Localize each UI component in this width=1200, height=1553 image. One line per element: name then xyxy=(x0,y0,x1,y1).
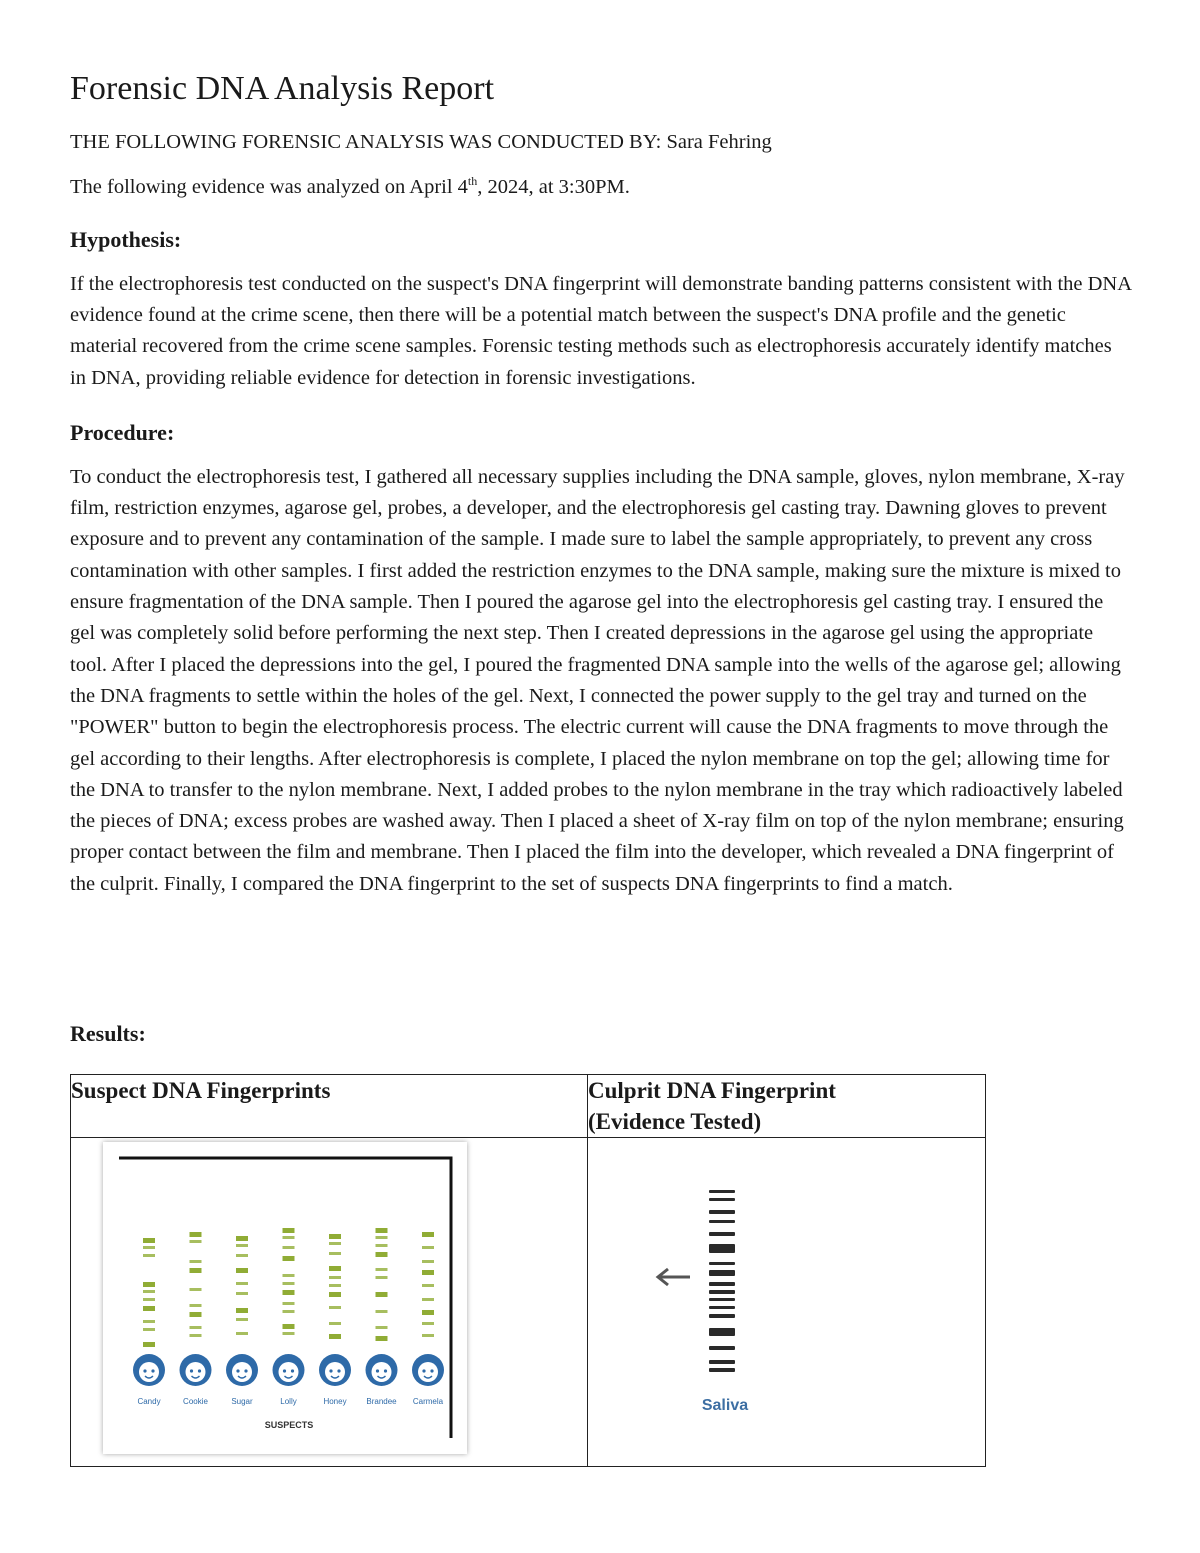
suspect-band xyxy=(283,1246,295,1249)
culprit-band xyxy=(709,1346,735,1350)
suspect-face-icon xyxy=(226,1354,258,1386)
suspect-band xyxy=(422,1246,434,1249)
suspect-band xyxy=(283,1274,295,1277)
suspect-band xyxy=(422,1334,434,1337)
suspect-band xyxy=(329,1276,341,1279)
suspect-name: Candy xyxy=(137,1397,161,1406)
suspect-band xyxy=(143,1238,155,1243)
culprit-header xyxy=(588,1075,986,1138)
culprit-band xyxy=(709,1368,735,1372)
suspect-band xyxy=(236,1292,248,1295)
suspect-band xyxy=(376,1326,388,1329)
culprit-header-line2: (Evidence Tested) xyxy=(588,1109,762,1134)
suspect-band xyxy=(143,1254,155,1257)
suspect-band xyxy=(422,1232,434,1237)
suspect-band xyxy=(236,1244,248,1247)
suspect-header-label: Suspect DNA Fingerprints xyxy=(71,1078,331,1103)
suspect-band xyxy=(422,1310,434,1315)
suspect-band xyxy=(190,1240,202,1243)
culprit-fingerprint-image xyxy=(588,1138,972,1466)
suspect-band xyxy=(236,1308,248,1313)
suspect-band xyxy=(283,1282,295,1285)
date-suffix: , 2024, at 3:30PM. xyxy=(477,176,630,199)
suspect-band xyxy=(143,1328,155,1331)
suspect-band xyxy=(329,1284,341,1287)
evidence-label: Saliva xyxy=(701,1397,749,1414)
analyst-line xyxy=(70,129,1132,156)
suspect-band xyxy=(236,1268,248,1273)
suspect-band xyxy=(236,1236,248,1241)
suspect-band xyxy=(143,1290,155,1293)
suspect-face-icon xyxy=(273,1354,305,1386)
report-page xyxy=(70,70,1132,1046)
hypothesis-heading: Hypothesis: xyxy=(70,226,182,252)
culprit-band xyxy=(709,1198,735,1201)
conducted-by-label: THE FOLLOWING FORENSIC ANALYSIS WAS CONDUCTED BY: xyxy=(70,131,662,154)
date-sup: th xyxy=(467,174,478,189)
suspect-band xyxy=(329,1292,341,1297)
culprit-band xyxy=(709,1314,735,1318)
culprit-band xyxy=(709,1262,735,1265)
arrow-left-icon xyxy=(658,1269,690,1285)
results-heading: Results: xyxy=(70,1021,146,1046)
procedure-heading: Procedure: xyxy=(70,419,175,445)
suspect-fingerprint-panel xyxy=(103,1142,467,1454)
suspect-band xyxy=(190,1326,202,1329)
suspect-band xyxy=(190,1260,202,1263)
culprit-band xyxy=(709,1270,735,1276)
culprit-band xyxy=(709,1190,735,1193)
culprit-band xyxy=(709,1290,735,1294)
suspect-fingerprint-image xyxy=(103,1142,467,1454)
report-title: Forensic DNA Analysis Report xyxy=(70,70,495,107)
suspect-band xyxy=(422,1260,434,1263)
suspect-band xyxy=(190,1232,202,1237)
suspect-band xyxy=(329,1252,341,1255)
suspect-band xyxy=(376,1244,388,1247)
suspect-band xyxy=(376,1236,388,1239)
suspect-name: Sugar xyxy=(231,1397,253,1406)
suspect-face-icon xyxy=(412,1354,444,1386)
culprit-header-line1: Culprit DNA Fingerprint xyxy=(588,1078,836,1103)
suspect-band xyxy=(376,1268,388,1271)
suspect-band xyxy=(143,1282,155,1287)
gel-frame xyxy=(119,1158,451,1438)
procedure-text: To conduct the electrophoresis test, I gathered all necessary supplies including the DNA sample, gloves, nylon membrane, X-ray film, restriction enzymes, agarose gel, probes, a developer, and the electrophoresis gel casting tray. Dawning gloves to prevent exposure and to prevent any contamination of the sample. I made sure to label the sample appropriately, to prevent any cross contamination with other samples. I first added the restriction enzymes to the DNA sample, making sure the mixture is mixed to ensure fragmentation of the DNA sample. Then I poured the agarose gel into the electrophoresis gel casting tray. I ensured the gel was completely solid before performing the next step. Then I created depressions in the agarose gel using the appropriate tool. After I placed the depressions into the gel, I poured the fragmented DNA sample into the wells of the agarose gel; allowing the DNA fragments to settle within the holes of the gel. Next, I connected the power supply to the gel tray and turned on the "POWER" button to begin the electrophoresis process. The electric current will cause the DNA fragments to move through the gel according to their lengths. After electrophoresis is complete, I placed the nylon membrane on top the gel; allowing time for the DNA to transfer to the nylon membrane. Next, I added probes to the nylon membrane in the tray which radioactively labeled the pieces of DNA; excess probes are washed away. Then I placed a sheet of X-ray film on top of the nylon membrane; ensuring proper contact between the film and membrane. Then I placed the film into the developer, which revealed a DNA fingerprint of the culprit. Finally, I compared the DNA fingerprint to the set of suspects DNA fingerprints to find a match. xyxy=(70,465,1125,895)
suspect-band xyxy=(376,1310,388,1313)
suspect-band xyxy=(190,1334,202,1337)
suspect-band xyxy=(283,1302,295,1305)
suspect-band xyxy=(376,1252,388,1257)
suspect-band xyxy=(143,1306,155,1311)
suspect-band xyxy=(283,1310,295,1313)
suspect-band xyxy=(283,1332,295,1335)
suspect-band xyxy=(329,1306,341,1309)
suspect-band xyxy=(190,1288,202,1291)
suspect-band xyxy=(143,1246,155,1249)
culprit-band xyxy=(709,1298,735,1301)
suspect-band xyxy=(422,1322,434,1325)
hypothesis-text: If the electrophoresis test conducted on the suspect's DNA fingerprint will demonstrate banding patterns consistent with the DNA evidence found at the crime scene, then there will be a potential match between the suspect's DNA profile and the genetic material recovered from the crime scene samples. Forensic testing methods such as electrophoresis accurately identify matches in DNA, providing reliable evidence for detection in forensic investigations. xyxy=(70,272,1131,389)
suspect-band xyxy=(190,1268,202,1273)
suspect-band xyxy=(422,1298,434,1301)
suspect-band xyxy=(376,1276,388,1279)
suspect-band xyxy=(283,1290,295,1295)
suspect-band xyxy=(422,1270,434,1275)
suspect-band xyxy=(376,1228,388,1233)
suspect-band xyxy=(190,1304,202,1307)
culprit-image-cell xyxy=(588,1138,986,1467)
suspect-band xyxy=(422,1284,434,1287)
suspect-band xyxy=(329,1266,341,1271)
suspect-name: Brandee xyxy=(366,1397,397,1406)
suspects-label: SUSPECTS xyxy=(264,1420,314,1430)
suspect-image-cell xyxy=(71,1138,588,1467)
culprit-band xyxy=(709,1244,735,1253)
suspect-band xyxy=(143,1320,155,1323)
results-header-row xyxy=(71,1075,986,1138)
suspect-band xyxy=(236,1282,248,1285)
suspect-band xyxy=(329,1322,341,1325)
suspect-face-icon xyxy=(180,1354,212,1386)
suspect-band xyxy=(329,1334,341,1339)
suspect-band xyxy=(329,1234,341,1239)
culprit-band xyxy=(709,1220,735,1223)
suspect-face-icon xyxy=(366,1354,398,1386)
culprit-band xyxy=(709,1306,735,1309)
suspect-name: Honey xyxy=(323,1397,347,1406)
suspect-band xyxy=(329,1242,341,1245)
date-prefix: The following evidence was analyzed on April 4 xyxy=(70,176,468,199)
suspect-face-icon xyxy=(133,1354,165,1386)
suspect-name: Carmela xyxy=(412,1397,444,1406)
suspect-band xyxy=(236,1318,248,1321)
suspect-name: Cookie xyxy=(183,1397,208,1406)
culprit-band xyxy=(709,1328,735,1336)
suspect-band xyxy=(283,1236,295,1239)
analyst-name: Sara Fehring xyxy=(666,131,772,154)
suspect-header xyxy=(71,1075,588,1138)
suspect-band xyxy=(143,1342,155,1347)
suspect-name: Lolly xyxy=(280,1397,297,1406)
suspect-band xyxy=(283,1228,295,1233)
culprit-band xyxy=(709,1360,735,1364)
results-table xyxy=(70,1074,986,1467)
suspect-face-icon xyxy=(319,1354,351,1386)
suspect-band xyxy=(376,1336,388,1341)
suspect-band xyxy=(283,1256,295,1261)
suspect-band xyxy=(283,1324,295,1329)
suspect-band xyxy=(190,1312,202,1317)
culprit-band xyxy=(709,1282,735,1286)
suspect-band xyxy=(376,1292,388,1297)
culprit-band xyxy=(709,1210,735,1214)
date-line xyxy=(70,174,1132,201)
suspect-band xyxy=(236,1332,248,1335)
suspect-band xyxy=(143,1298,155,1301)
suspect-band xyxy=(236,1254,248,1257)
culprit-band xyxy=(709,1232,735,1236)
results-image-row xyxy=(71,1138,986,1467)
